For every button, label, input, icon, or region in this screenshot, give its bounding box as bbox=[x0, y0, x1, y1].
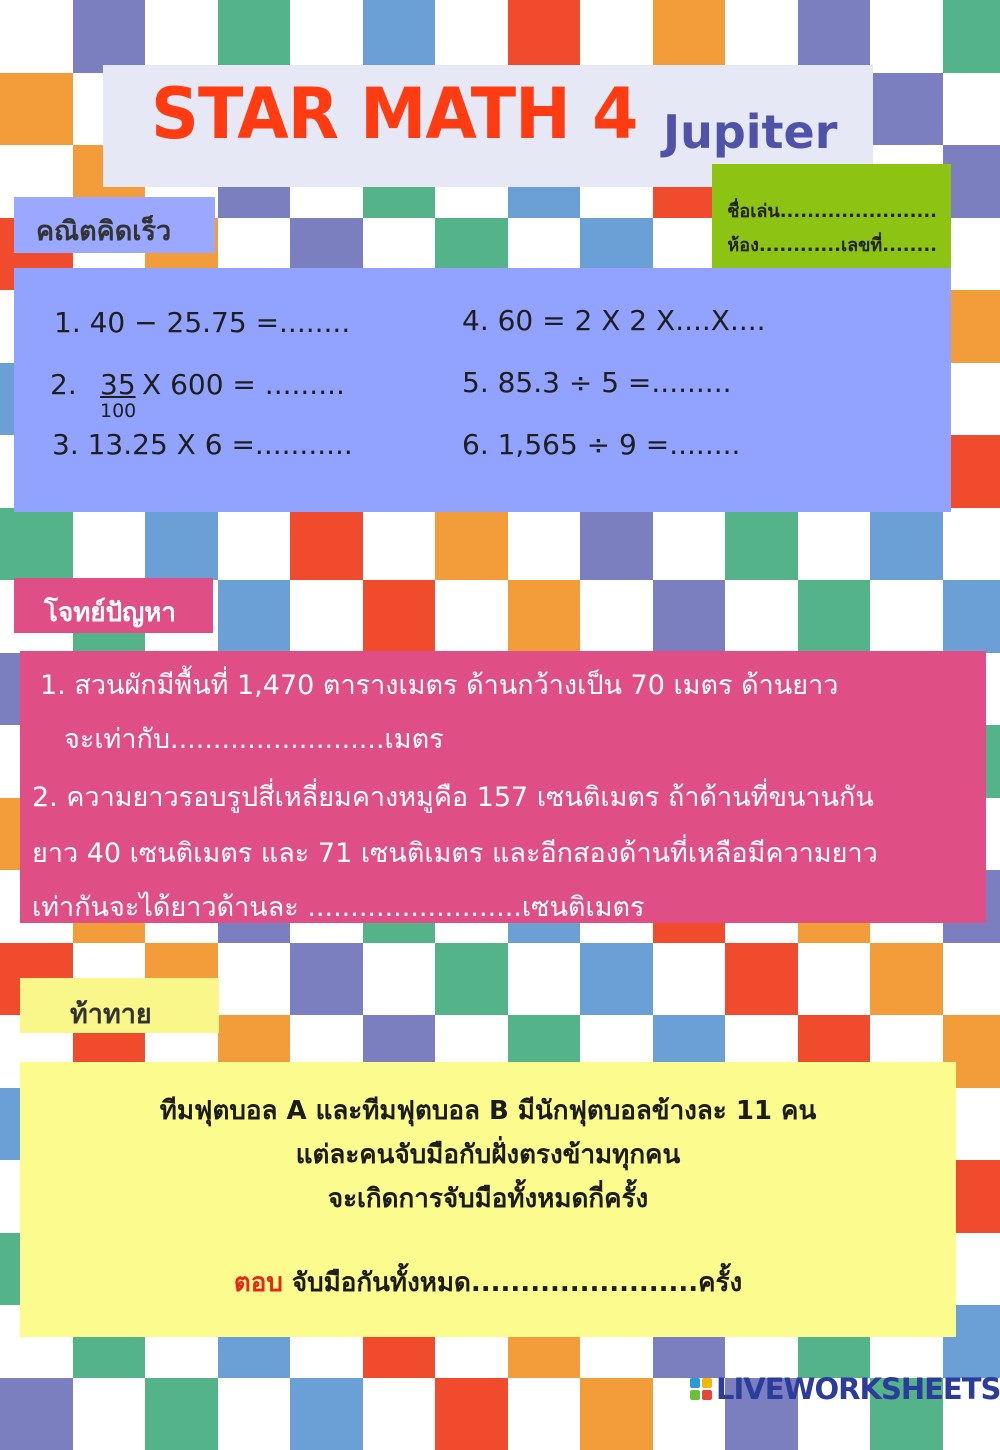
checker-tile bbox=[218, 580, 291, 653]
checker-tile bbox=[870, 73, 943, 146]
liveworksheets-logo-text: LIVEWORKSHEETS bbox=[716, 1372, 1000, 1406]
checker-tile bbox=[0, 508, 73, 581]
challenge-line-1: ทีมฟุตบอล A และทีมฟุตบอล B มีนักฟุตบอลข้างละ 11 คน bbox=[20, 1090, 956, 1131]
checker-tile bbox=[508, 580, 581, 653]
checker-tile bbox=[943, 0, 1000, 73]
word-problems-section bbox=[20, 651, 986, 923]
checker-tile bbox=[73, 0, 146, 73]
answer-label: ตอบ bbox=[234, 1268, 283, 1298]
problem-1-answer-line[interactable]: จะเท่ากับ.........................เมตร bbox=[64, 717, 444, 760]
page-subtitle: Jupiter bbox=[663, 105, 837, 159]
checker-tile bbox=[798, 0, 871, 73]
fraction-denominator: 100 bbox=[100, 400, 136, 422]
problem-2-answer-line[interactable]: เท่ากันจะได้ยาวด้านละ .........................เซนติเมตร bbox=[32, 885, 645, 928]
checker-tile bbox=[725, 508, 798, 581]
checker-tile bbox=[0, 73, 73, 146]
checker-tile bbox=[290, 508, 363, 581]
checker-tile bbox=[870, 508, 943, 581]
checker-tile bbox=[145, 508, 218, 581]
student-info-box bbox=[712, 164, 951, 284]
quick-question-2[interactable]: X 600 = ......... bbox=[142, 368, 345, 401]
quick-math-label: คณิตคิดเร็ว bbox=[14, 197, 215, 253]
liveworksheets-logo-icon bbox=[690, 1378, 712, 1400]
checker-tile bbox=[435, 943, 508, 1016]
checker-tile bbox=[653, 580, 726, 653]
checker-tile bbox=[943, 435, 1000, 508]
checker-tile bbox=[870, 943, 943, 1016]
word-problems-label: โจทย์ปัญหา bbox=[14, 578, 213, 633]
checker-tile bbox=[363, 580, 436, 653]
checker-tile bbox=[580, 508, 653, 581]
checker-tile bbox=[943, 145, 1000, 218]
checker-tile bbox=[435, 508, 508, 581]
quick-question-2-number: 2. bbox=[50, 368, 77, 401]
checker-tile bbox=[218, 0, 291, 73]
checker-tile bbox=[580, 943, 653, 1016]
quick-question-4[interactable]: 4. 60 = 2 X 2 X....X.... bbox=[462, 304, 766, 337]
quick-question-5[interactable]: 5. 85.3 ÷ 5 =......... bbox=[462, 366, 732, 399]
problem-2-line-2: ยาว 40 เซนติเมตร และ 71 เซนติเมตร และอีกสองด้านที่เหลือมีความยาว bbox=[32, 831, 878, 874]
answer-blank[interactable]: จับมือกันทั้งหมด.......................ครั้ง bbox=[292, 1268, 742, 1298]
liveworksheets-logo bbox=[690, 1372, 1000, 1406]
challenge-answer-row bbox=[20, 1262, 956, 1303]
checker-tile bbox=[653, 0, 726, 73]
nickname-field-label[interactable]: ชื่อเล่น....................... bbox=[727, 196, 937, 225]
quick-question-1[interactable]: 1. 40 − 25.75 =........ bbox=[54, 306, 350, 339]
checker-tile bbox=[943, 580, 1000, 653]
challenge-label: ท้าทาย bbox=[20, 978, 219, 1033]
quick-question-3[interactable]: 3. 13.25 X 6 =........... bbox=[52, 428, 353, 461]
checker-tile bbox=[725, 943, 798, 1016]
checker-tile bbox=[798, 580, 871, 653]
challenge-section bbox=[20, 1062, 956, 1337]
problem-2-line-1: 2. ความยาวรอบรูปสี่เหลี่ยมคางหมูคือ 157 เซนติเมตร ถ้าด้านที่ขนานกัน bbox=[32, 775, 874, 818]
challenge-line-2: แต่ละคนจับมือกับฝั่งตรงข้ามทุกคน bbox=[20, 1134, 956, 1175]
fraction-numerator: 35 bbox=[100, 368, 136, 401]
checker-tile bbox=[943, 290, 1000, 363]
quick-math-section bbox=[14, 268, 951, 512]
checker-tile bbox=[290, 943, 363, 1016]
checker-tile bbox=[508, 0, 581, 73]
quick-question-6[interactable]: 6. 1,565 ÷ 9 =........ bbox=[462, 428, 740, 461]
challenge-line-3: จะเกิดการจับมือทั้งหมดกี่ครั้ง bbox=[20, 1178, 956, 1219]
checker-tile bbox=[363, 0, 436, 73]
page-title: STAR MATH 4 bbox=[151, 73, 637, 155]
room-number-field-label[interactable]: ห้อง............เลขที่........ bbox=[727, 230, 937, 259]
problem-1-line-1: 1. สวนผักมีพื้นที่ 1,470 ตารางเมตร ด้านกว้างเป็น 70 เมตร ด้านยาว bbox=[40, 663, 838, 706]
